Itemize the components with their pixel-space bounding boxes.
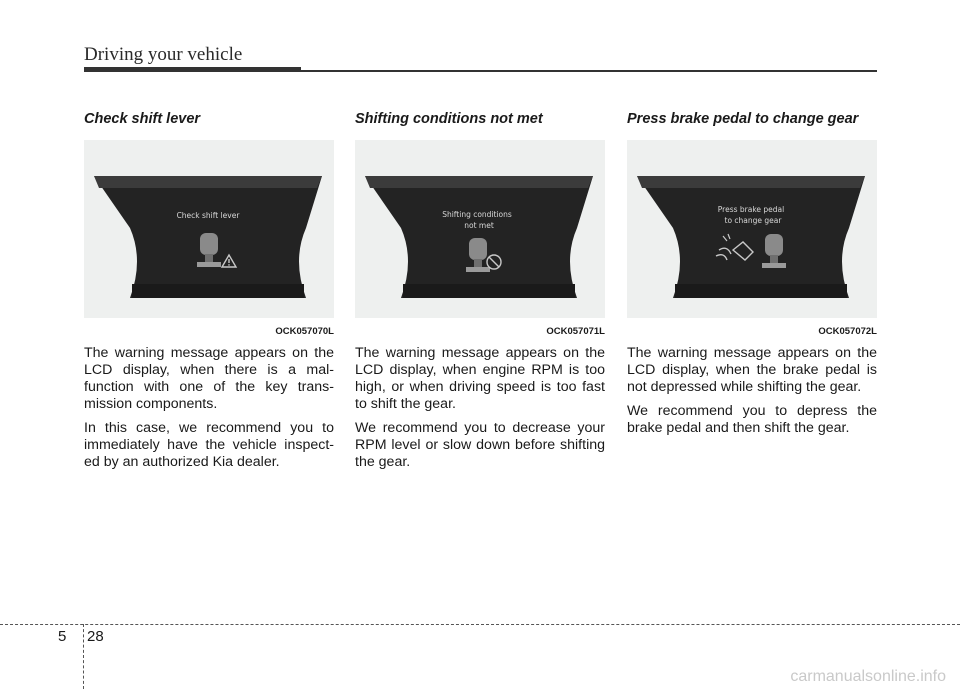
header-rule-thick (84, 67, 301, 72)
paragraph: In this case, we recommend you to immediately have the vehicle inspect-ed by an authorized Kia dealer. (84, 420, 334, 470)
paragraph: We recommend you to decrease your RPM level or slow down before shifting the gear. (355, 420, 605, 470)
section-title: Check shift lever (84, 111, 201, 127)
paragraph: The warning message appears on the LCD display, when the brake pedal is not depressed while shifting the gear. (627, 345, 877, 395)
lcd-figure (84, 140, 334, 318)
lcd-message: Check shift lever (176, 211, 240, 220)
figure-code: OCK057070L (275, 326, 334, 337)
footer-divider (83, 624, 84, 689)
figure-code: OCK057072L (818, 326, 877, 337)
lcd-display-illustration (355, 140, 605, 318)
lcd-message-line-2: not met (464, 221, 494, 230)
footer-rule (0, 624, 960, 625)
lcd-message-line-1: Shifting conditions (442, 210, 512, 219)
section-press-brake-pedal (627, 108, 877, 437)
lcd-display-illustration (627, 140, 877, 318)
section-check-shift-lever (84, 108, 334, 471)
paragraph: The warning message appears on the LCD display, when engine RPM is too high, or when driving speed is too fast to shift the gear. (355, 345, 605, 412)
figure-code: OCK057071L (546, 326, 605, 337)
chapter-number: 5 (58, 628, 67, 645)
section-title: Press brake pedal to change gear (627, 111, 859, 127)
lcd-message-line-2: to change gear (724, 216, 782, 225)
paragraph: The warning message appears on the LCD display, when there is a mal-function with one of the key trans-mission components. (84, 345, 334, 412)
section-title: Shifting conditions not met (355, 111, 543, 127)
header-rule-thin (301, 70, 877, 72)
watermark: carmanualsonline.info (790, 668, 946, 685)
section-shifting-conditions-not-met (355, 108, 605, 471)
lcd-display-illustration (84, 140, 334, 318)
paragraph: We recommend you to depress the brake pedal and then shift the gear. (627, 403, 877, 436)
lcd-message-line-1: Press brake pedal (717, 205, 785, 214)
page-number: 28 (87, 628, 104, 645)
page-header-title: Driving your vehicle (84, 44, 243, 65)
lcd-figure (627, 140, 877, 318)
lcd-figure (355, 140, 605, 318)
